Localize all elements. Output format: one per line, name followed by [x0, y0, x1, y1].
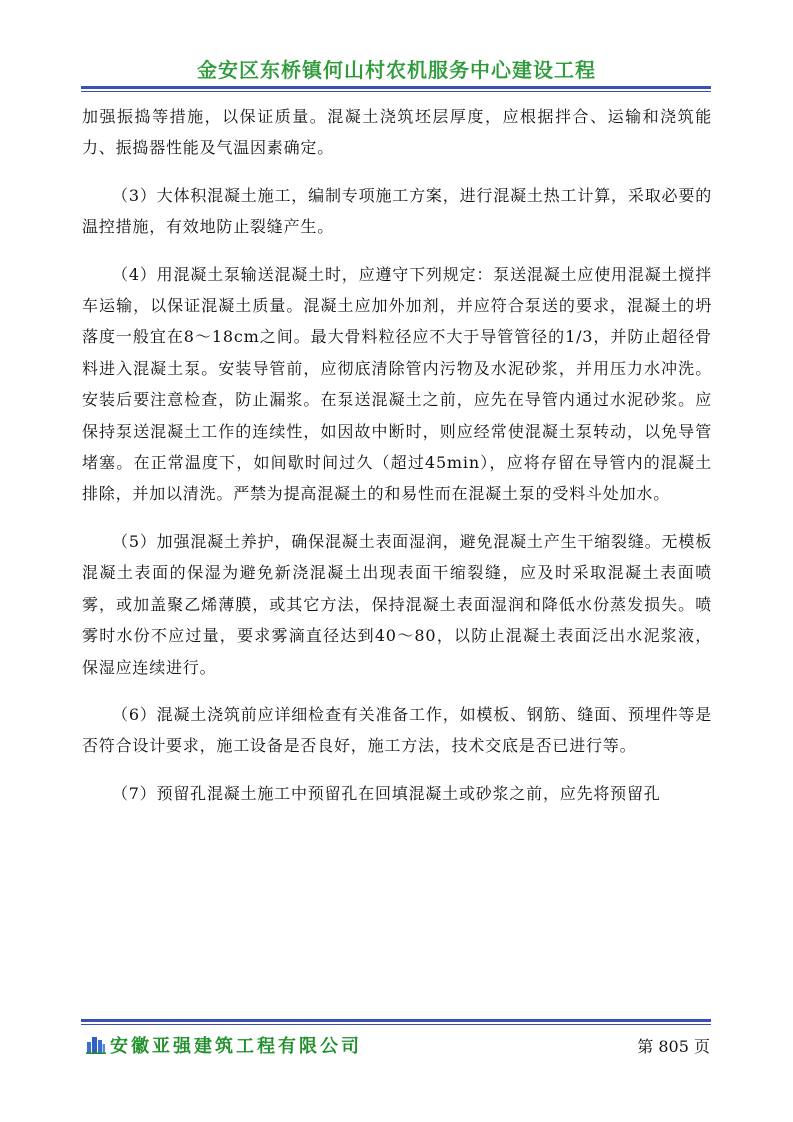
header-rule-thin — [81, 91, 711, 92]
paragraph: 加强振捣等措施，以保证质量。混凝土浇筑坯层厚度，应根据拌合、运输和浇筑能力、振捣器性能及气温因素确定。 — [82, 107, 712, 158]
company-name: 安徽亚强建筑工程有限公司 — [110, 1036, 362, 1057]
page-number: 第 805 页 — [637, 1037, 710, 1056]
paragraph: （4）用混凝土泵输送混凝土时，应遵守下列规定：泵送混凝土应使用混凝土搅拌车运输，以保证混凝土质量。混凝土应加外加剂，并应符合泵送的要求，混凝土的坍落度一般宜在8～18cm之间。最大骨料粒径应不大于导管管径的1/3，并防止超径骨料进入混凝土泵。安装导管前，应彻底清除管内污物及水泥砂浆，并用压力水冲洗。安装后要注意检查，防止漏浆。在泵送混凝土之前，应先在导管内通过水泥砂浆。应保持泵送混凝土工作的连续性，如因故中断时，则应经常使混凝土泵转动，以免导管堵塞。在正常温度下，如间歇时间过久（超过45min），应将存留在导管内的混凝土排除，并加以清洗。严禁为提高混凝土的和易性而在混凝土泵的受料斗处加水。 — [82, 264, 712, 504]
paragraph: （7）预留孔混凝土施工中预留孔在回填混凝土或砂浆之前，应先将预留孔 — [112, 783, 661, 803]
footer-rule-thin — [81, 1024, 711, 1025]
footer-rule — [81, 1019, 711, 1022]
document-footer — [86, 1030, 712, 1060]
document-body — [82, 101, 712, 809]
building-logo-icon — [86, 1034, 106, 1054]
paragraph: （6）混凝土浇筑前应详细检查有关准备工作，如模板、钢筋、缝面、预埋件等是否符合设计要求，施工设备是否良好，施工方法，技术交底是否已进行等。 — [82, 704, 712, 756]
header-rule — [81, 86, 711, 89]
paragraph: （3）大体积混凝土施工，编制专项施工方案，进行混凝土热工计算，采取必要的温控措施，有效地防止裂缝产生。 — [82, 185, 712, 237]
document-header-title: 金安区东桥镇何山村农机服务中心建设工程 — [197, 58, 596, 82]
paragraph: （5）加强混凝土养护，确保混凝土表面湿润，避免混凝土产生干缩裂缝。无模板混凝土表面的保湿为避免新浇混凝土出现表面干缩裂缝，应及时采取混凝土表面喷雾，或加盖聚乙烯薄膜，或其它方法，保持混凝土表面湿润和降低水份蒸发损失。喷雾时水份不应过量，要求雾滴直径达到40～80，以防止混凝土表面泛出水泥浆液，保湿应连续进行。 — [82, 531, 712, 677]
